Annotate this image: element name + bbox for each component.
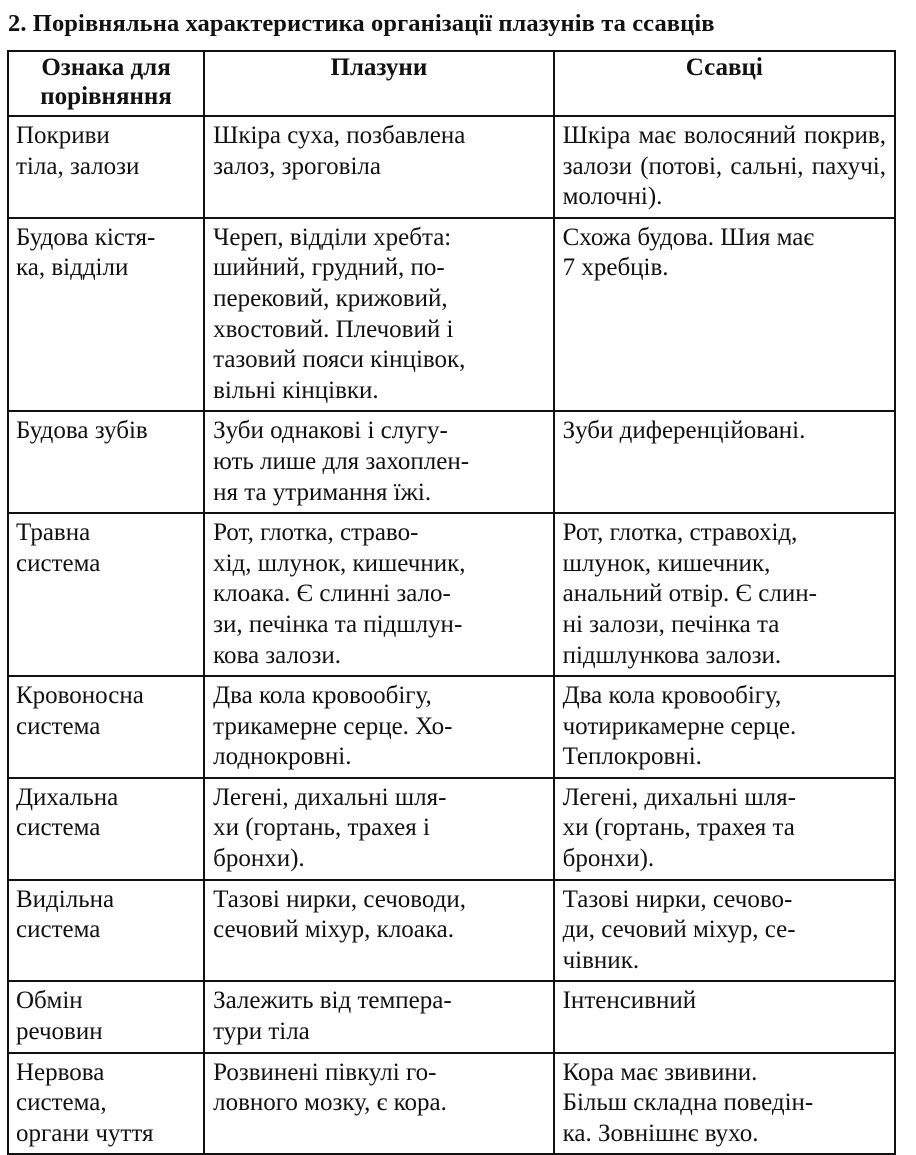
feature-cell: Дихальна система [8,778,204,880]
feature-cell: Кровоносна система [8,676,204,778]
reptiles-cell: Череп, відділи хребта: шийний, грудний, по- перековий, крижовий, хвостовий. Плечовий і тазовий пояси кінцівок, вільні кінцівки. [204,218,554,412]
reptiles-cell: Зуби однакові і слугу- ють лише для захоплен- ня та утримання їжі. [204,411,554,513]
table-row [8,513,895,676]
table-row [8,880,895,982]
page-heading: 2. Порівняльна характеристика організації плазунів та ссавців [8,10,715,37]
mammals-cell: Інтенсивний [554,981,895,1052]
reptiles-cell: Залежить від темпера- тури тіла [204,981,554,1052]
header-feature: Ознака для порівняння [8,51,204,116]
feature-cell: Видільна система [8,880,204,982]
reptiles-cell: Два кола кровообігу, трикамерне серце. Хо- лоднокровні. [204,676,554,778]
table-row [8,1053,895,1155]
comparison-table-container [7,50,896,1155]
reptiles-cell: Тазові нирки, сечоводи, сечовий міхур, клоака. [204,880,554,982]
feature-cell: Обмін речовин [8,981,204,1052]
table-row [8,676,895,778]
mammals-cell: Легені, дихальні шля- хи (гортань, трахея та бронхи). [554,778,895,880]
feature-cell: Травна система [8,513,204,676]
table-row [8,116,895,218]
mammals-cell: Схожа будова. Шия має 7 хребців. [554,218,895,412]
mammals-cell: Тазові нирки, сечово- ди, сечовий міхур, се- чівник. [554,880,895,982]
feature-cell: Покриви тіла, залози [8,116,204,218]
table-row [8,981,895,1052]
mammals-cell: Шкіра має волосяний покрив, залози (потові, сальні, пахучі, молочні). [554,116,895,218]
comparison-table [7,50,896,1155]
mammals-cell: Два кола кровообігу, чотирикамерне серце. Теплокровні. [554,676,895,778]
table-row [8,778,895,880]
reptiles-cell: Легені, дихальні шля- хи (гортань, трахея і бронхи). [204,778,554,880]
reptiles-cell: Шкіра суха, позбавлена залоз, зроговіла [204,116,554,218]
header-mammals: Ссавці [554,51,895,116]
mammals-cell: Кора має звивини. Більш складна поведін- ка. Зовнішнє вухо. [554,1053,895,1155]
reptiles-cell: Розвинені півкулі го- ловного мозку, є кора. [204,1053,554,1155]
mammals-cell: Рот, глотка, стравохід, шлунок, кишечник, анальний отвір. Є слин- ні залози, печінка та підшлункова залози. [554,513,895,676]
feature-cell: Будова кістя- ка, відділи [8,218,204,412]
table-header-row [8,51,895,116]
reptiles-cell: Рот, глотка, страво- хід, шлунок, кишечник, клоака. Є слинні зало- зи, печінка та підшлун- кова залози. [204,513,554,676]
feature-cell: Нервова система, органи чуття [8,1053,204,1155]
header-reptiles: Плазуни [204,51,554,116]
feature-cell: Будова зубів [8,411,204,513]
table-row [8,411,895,513]
mammals-cell: Зуби диференційовані. [554,411,895,513]
table-row [8,218,895,412]
